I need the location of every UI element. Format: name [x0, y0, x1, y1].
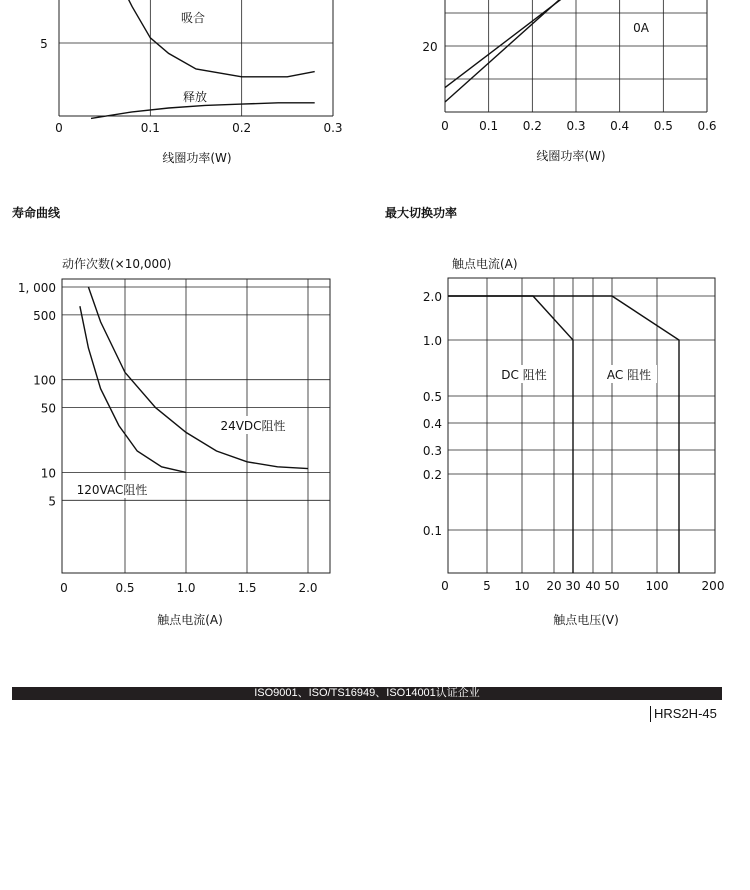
c1-x-tick-label: 0.3: [323, 121, 343, 135]
c3-x-tick-label: 1.0: [176, 581, 196, 595]
c1-x-tick-label: 0.2: [232, 121, 252, 135]
c3-label-120vac: 120VAC阻性: [76, 483, 148, 497]
model-number: HRS2H-45: [654, 706, 717, 721]
c3-x-tick-label: 0: [60, 581, 68, 595]
c4-x-tick-label: 10: [514, 579, 530, 593]
c4-label-dc: DC 阻性: [501, 368, 547, 382]
c3-y-axis-label: 动作次数(×10,000): [62, 257, 172, 271]
c4-y-tick-label: 0.2: [422, 468, 442, 482]
c1-label-pickup: 吸合: [180, 11, 206, 25]
c3-x-tick-label: 1.5: [237, 581, 257, 595]
c1-x-axis-label: 线圈功率(W): [162, 151, 232, 165]
c1-y-tick-label: 5: [40, 37, 48, 51]
max-switch-section-title: 最大切换功率: [385, 206, 458, 220]
c3-y-tick-label: 10: [40, 466, 56, 481]
model-marker: [650, 706, 651, 722]
c3-x-tick-label: 2.0: [298, 581, 318, 595]
c4-x-tick-label: 20: [546, 579, 562, 593]
c4-x-axis-label: 触点电压(V): [553, 613, 619, 627]
c4-label-ac: AC 阻性: [606, 368, 652, 382]
c1-curve-pickup: [96, 0, 315, 77]
c4-x-tick-label: 30: [565, 579, 581, 593]
c4-x-tick-label: 100: [645, 579, 669, 593]
c3-x-tick-label: 0.5: [115, 581, 135, 595]
c2-x-axis-label: 线圈功率(W): [536, 149, 606, 163]
c4-x-tick-label: 0: [441, 579, 449, 593]
c2-x-tick-label: 0.5: [653, 119, 673, 133]
c2-label-0a: 0A: [633, 21, 649, 35]
c2-x-tick-label: 0.3: [566, 119, 586, 133]
c3-y-tick-label: 50: [40, 401, 56, 416]
c3-label-24vdc: 24VDC阻性: [220, 419, 286, 433]
c4-x-tick-label: 5: [483, 579, 491, 593]
c4-y-tick-label: 0.1: [422, 524, 442, 538]
c2-x-tick-label: 0.4: [610, 119, 630, 133]
c1-label-release: 释放: [182, 90, 208, 104]
c4-x-tick-label: 50: [604, 579, 620, 593]
c3-y-tick-label: 5: [48, 494, 56, 509]
c3-y-tick-label: 100: [33, 373, 56, 388]
c4-y-tick-label: 1.0: [422, 334, 442, 348]
certification-banner: ISO9001、ISO/TS16949、ISO14001认证企业: [12, 687, 722, 700]
c4-y-axis-label: 触点电流(A): [452, 257, 518, 271]
c4-y-tick-label: 2.0: [422, 290, 442, 304]
c4-y-tick-label: 0.3: [422, 444, 442, 458]
c1-x-tick-label: 0: [55, 121, 63, 135]
c4-x-tick-label: 40: [585, 579, 601, 593]
c4-curve-ac: [448, 296, 679, 573]
c1-x-tick-label: 0.1: [140, 121, 160, 135]
c3-x-axis-label: 触点电流(A): [157, 613, 223, 627]
life-section-title: 寿命曲线: [12, 206, 61, 220]
c3-curve-120vac: [80, 306, 186, 472]
c4-x-tick-label: 200: [701, 579, 725, 593]
c2-x-tick-label: 0.6: [697, 119, 717, 133]
c3-y-tick-label: 500: [33, 308, 56, 323]
c2-y-tick-label: 20: [422, 40, 438, 54]
c2-line-other: [445, 0, 628, 102]
c2-x-tick-label: 0.2: [522, 119, 542, 133]
c4-frame: [448, 278, 715, 573]
c3-curve-24vdc: [88, 287, 308, 469]
c4-y-tick-label: 0.5: [422, 390, 442, 404]
c4-y-tick-label: 0.4: [422, 417, 442, 431]
c3-y-tick-label: 1, 000: [17, 281, 56, 295]
c2-x-tick-label: 0: [441, 119, 449, 133]
c2-x-tick-label: 0.1: [479, 119, 499, 133]
